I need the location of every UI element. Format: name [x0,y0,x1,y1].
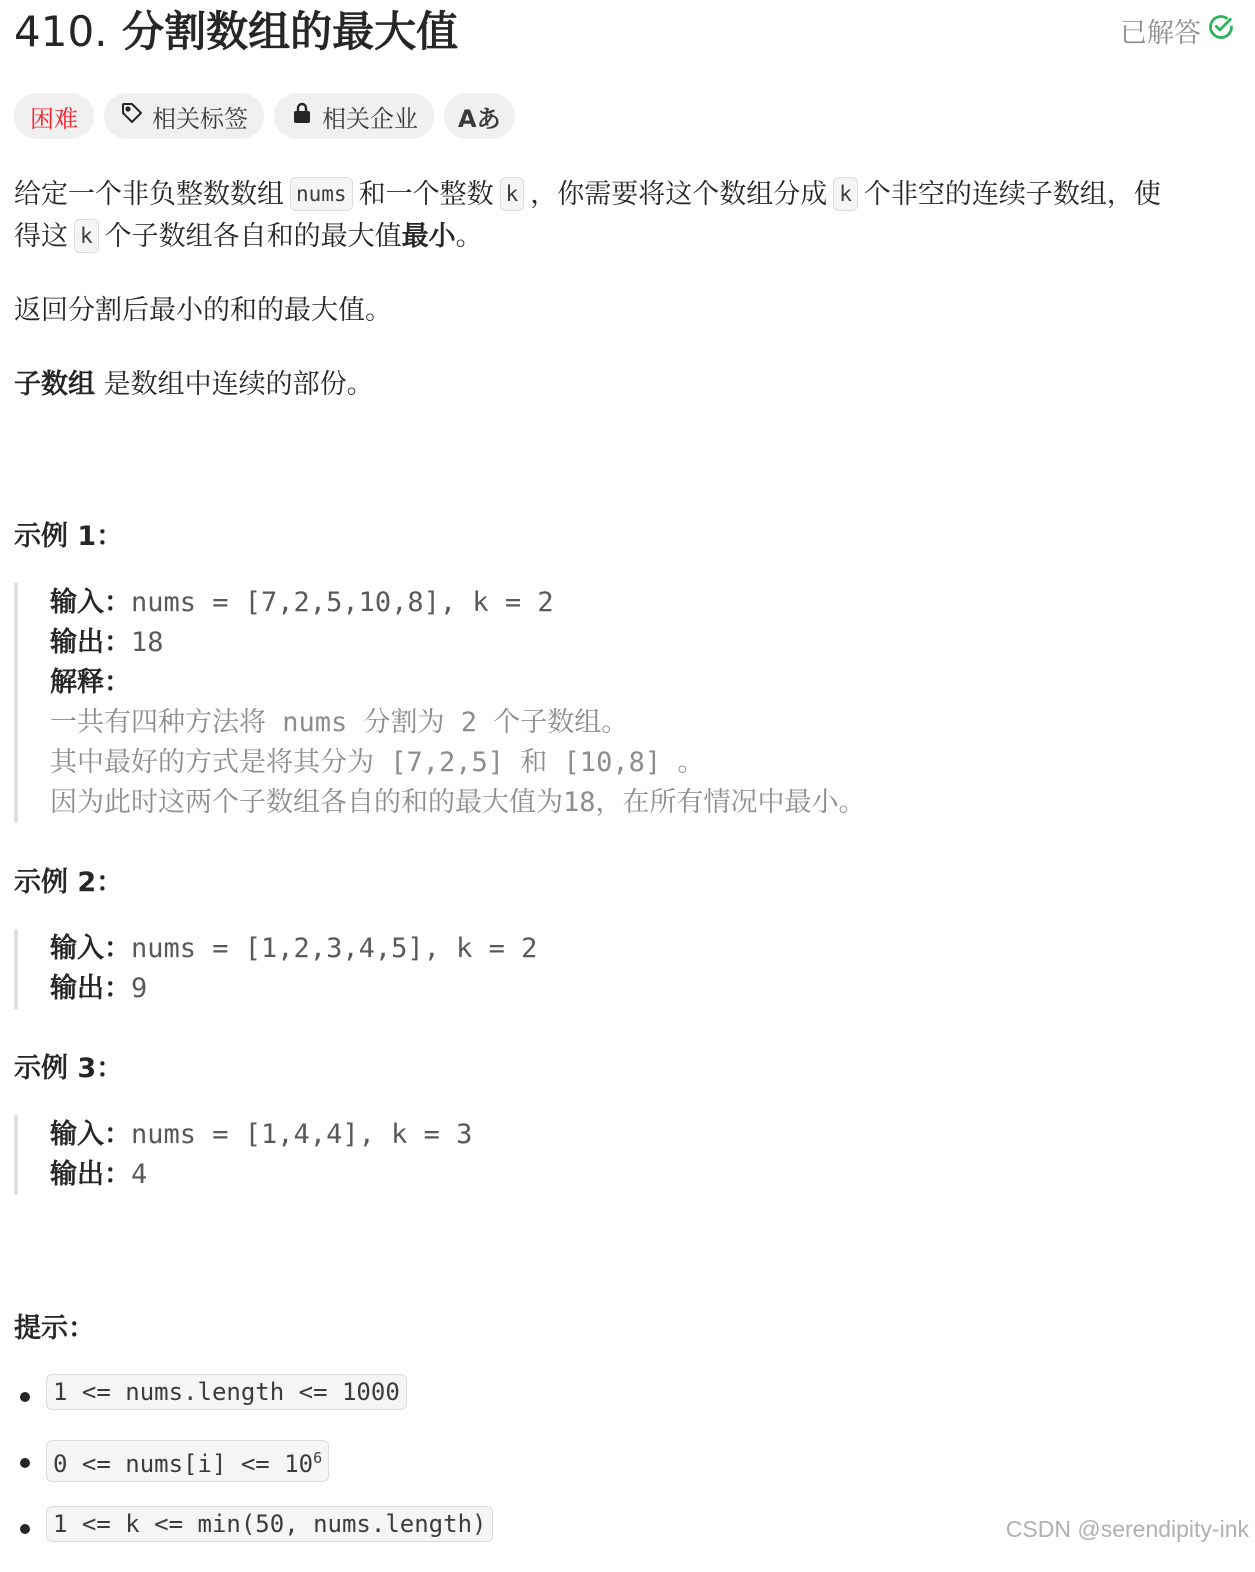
example-explanation-label [50,663,866,703]
constraint-code: 1 <= k <= min(50, nums.length) [46,1506,493,1542]
tag-bar [14,93,515,139]
difficulty-label: 困难 [30,104,78,133]
inline-code-k: k [833,177,858,211]
constraint-code-base: 0 <= nums[i] <= 10 [53,1450,314,1478]
problem-title [14,4,458,60]
example-title: 示例 3： [14,1053,124,1084]
constraint-item [14,1440,493,1506]
explain-label: 解释： [50,667,131,698]
inline-code-nums: nums [290,177,353,211]
input-value: nums = [7,2,5,10,8], k = 2 [131,587,554,618]
example-explanation-line: 一共有四种方法将 nums 分割为 2 个子数组。 [50,707,629,738]
inline-code-k: k [500,177,525,211]
example-explanation-line: 因为此时这两个子数组各自的和的最大值为18，在所有情况中最小。 [50,787,866,818]
output-label: 输出： [50,1159,131,1190]
difficulty-badge [14,93,94,139]
output-label: 输出： [50,973,131,1004]
solved-status [1120,12,1235,48]
translate-icon: Aあ [458,104,501,133]
desc-text: 是数组中连续的部份。 [95,369,374,400]
example-block [14,929,537,1009]
example-title: 示例 2： [14,867,124,898]
desc-text: 和一个整数 [358,179,494,210]
constraint-item [14,1374,493,1440]
related-companies-label: 相关企业 [322,104,418,133]
constraint-code [46,1440,329,1482]
inline-code-k: k [74,219,99,253]
constraints-title: 提示： [14,1313,95,1344]
example-output [50,1155,472,1195]
check-circle-icon [1207,13,1235,48]
desc-text: 个子数组各自和的最大值 [104,221,402,252]
example-block [14,583,866,823]
constraint-code: 1 <= nums.length <= 1000 [46,1374,407,1410]
output-value: 9 [131,973,148,1004]
input-value: nums = [1,2,3,4,5], k = 2 [131,933,538,964]
lock-icon [290,101,314,131]
constraints-list [14,1374,493,1572]
example-input [50,583,866,623]
input-value: nums = [1,4,4], k = 3 [131,1119,473,1150]
problem-name: 分割数组的最大值 [122,7,459,56]
example-output [50,623,866,663]
desc-bold: 子数组 [14,369,95,400]
translate-button[interactable] [444,93,515,139]
input-label: 输入： [50,1119,131,1150]
output-value: 4 [131,1159,148,1190]
desc-bold: 最小 [401,221,456,252]
input-label: 输入： [50,587,131,618]
description-paragraph-1 [14,174,1161,258]
example-explanation-line: 其中最好的方式是将其分为 [7,2,5] 和 [10,8] 。 [50,747,705,778]
output-value: 18 [131,627,164,658]
description-paragraph-2: 返回分割后最小的和的最大值。 [14,295,392,326]
example-block [14,1115,472,1195]
description-paragraph-3 [14,364,374,406]
example-output [50,969,537,1009]
related-tags-button[interactable] [104,93,264,139]
constraint-code-exponent: 6 [313,1449,323,1467]
example-input [50,929,537,969]
related-companies-button[interactable] [274,93,434,139]
problem-number: 410. [14,7,108,56]
related-tags-label: 相关标签 [152,104,248,133]
output-label: 输出： [50,627,131,658]
desc-text: 得这 [14,221,68,252]
desc-text: 给定一个非负整数数组 [14,179,284,210]
constraint-item [14,1506,493,1572]
example-title: 示例 1： [14,521,124,552]
desc-text: 个非空的连续子数组，使 [863,179,1161,210]
solved-label: 已解答 [1120,17,1201,49]
watermark: CSDN @serendipity-ink [1005,1516,1249,1542]
desc-text: ，你需要将这个数组分成 [530,179,828,210]
desc-text: 。 [455,221,483,252]
tag-icon [120,101,144,131]
input-label: 输入： [50,933,131,964]
example-input [50,1115,472,1155]
